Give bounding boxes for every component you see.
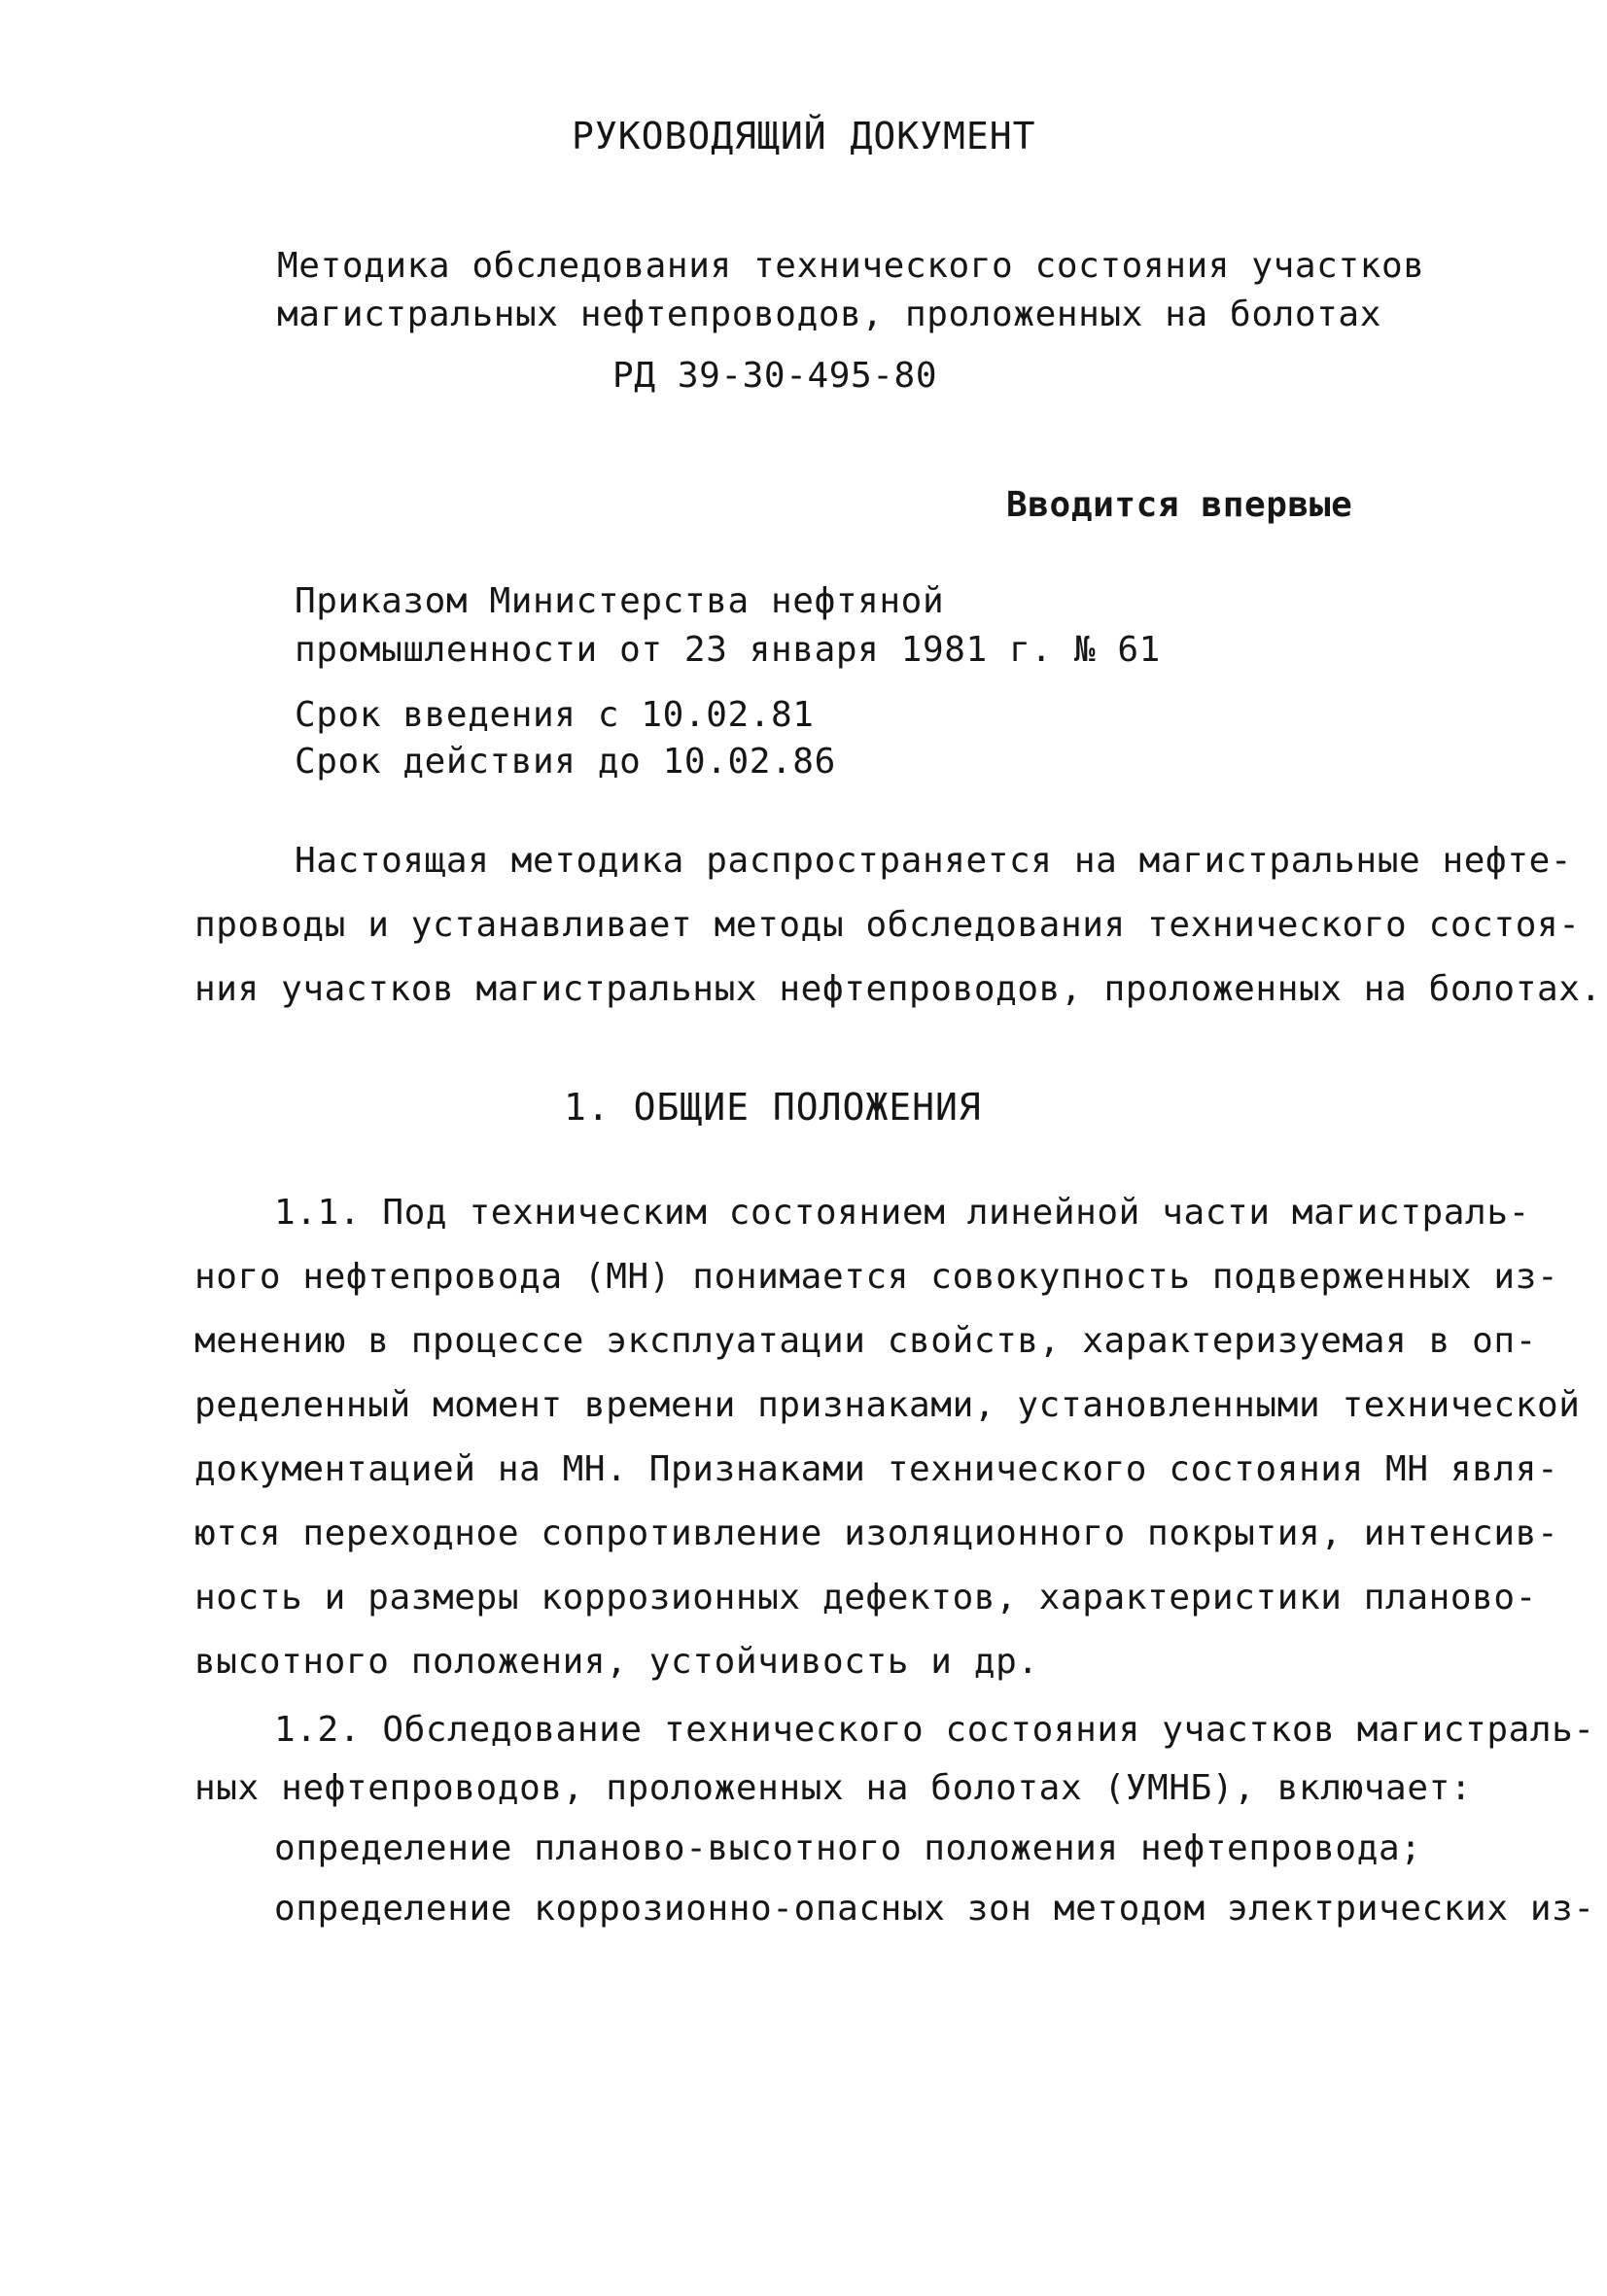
- section-title: 1. ОБЩИЕ ПОЛОЖЕНИЯ: [564, 1086, 982, 1129]
- start-date: Срок введения с 10.02.81: [295, 695, 815, 735]
- order-line-1: Приказом Министерства нефтяной: [295, 581, 945, 621]
- paragraph-1-1-line: высотного положения, устойчивость и др.: [194, 1642, 1039, 1682]
- document-header: РУКОВОДЯЩИЙ ДОКУМЕНТ: [572, 115, 1036, 157]
- document-title-line-2: магистральных нефтепроводов, проложенных на болотах: [277, 295, 1381, 334]
- paragraph-1-1-line: ределенный момент времени признаками, установленными технической: [194, 1385, 1581, 1425]
- intro-line: проводы и устанавливает методы обследования технического состоя-: [194, 905, 1581, 945]
- paragraph-1-1-line: ность и размеры коррозионных дефектов, характеристики планово-: [194, 1578, 1537, 1618]
- list-item: определение планово-высотного положения нефтепровода;: [274, 1828, 1422, 1868]
- paragraph-1-1-line: менению в процессе эксплуатации свойств, характеризуемая в оп-: [194, 1321, 1537, 1361]
- paragraph-1-2-line: ных нефтепроводов, проложенных на болотах (УМНБ), включает:: [194, 1768, 1473, 1808]
- intro-line: Настоящая методика распространяется на магистральные нефте-: [295, 841, 1573, 881]
- paragraph-1-1-line: ются переходное сопротивление изоляционного покрытия, интенсив-: [194, 1513, 1559, 1553]
- intro-line: ния участков магистральных нефтепроводов, проложенных на болотах.: [194, 969, 1602, 1009]
- paragraph-1-2-line: 1.2. Обследование технического состояния участков магистраль-: [274, 1710, 1595, 1750]
- introduced-note: Вводится впервые: [1006, 485, 1353, 525]
- valid-until: Срок действия до 10.02.86: [295, 742, 836, 782]
- document-title-line-1: Методика обследования технического состояния участков: [277, 246, 1425, 286]
- order-line-2: промышленности от 23 января 1981 г. № 61: [295, 630, 1161, 670]
- list-item: определение коррозионно-опасных зон методом электрических из-: [274, 1889, 1595, 1929]
- paragraph-1-1-line: документацией на МН. Признаками технического состояния МН явля-: [194, 1449, 1559, 1489]
- document-code: РД 39-30-495-80: [612, 356, 938, 396]
- paragraph-1-1-line: ного нефтепровода (МН) понимается совокупность подверженных из-: [194, 1257, 1559, 1297]
- paragraph-1-1-line: 1.1. Под техническим состоянием линейной части магистраль-: [274, 1193, 1530, 1233]
